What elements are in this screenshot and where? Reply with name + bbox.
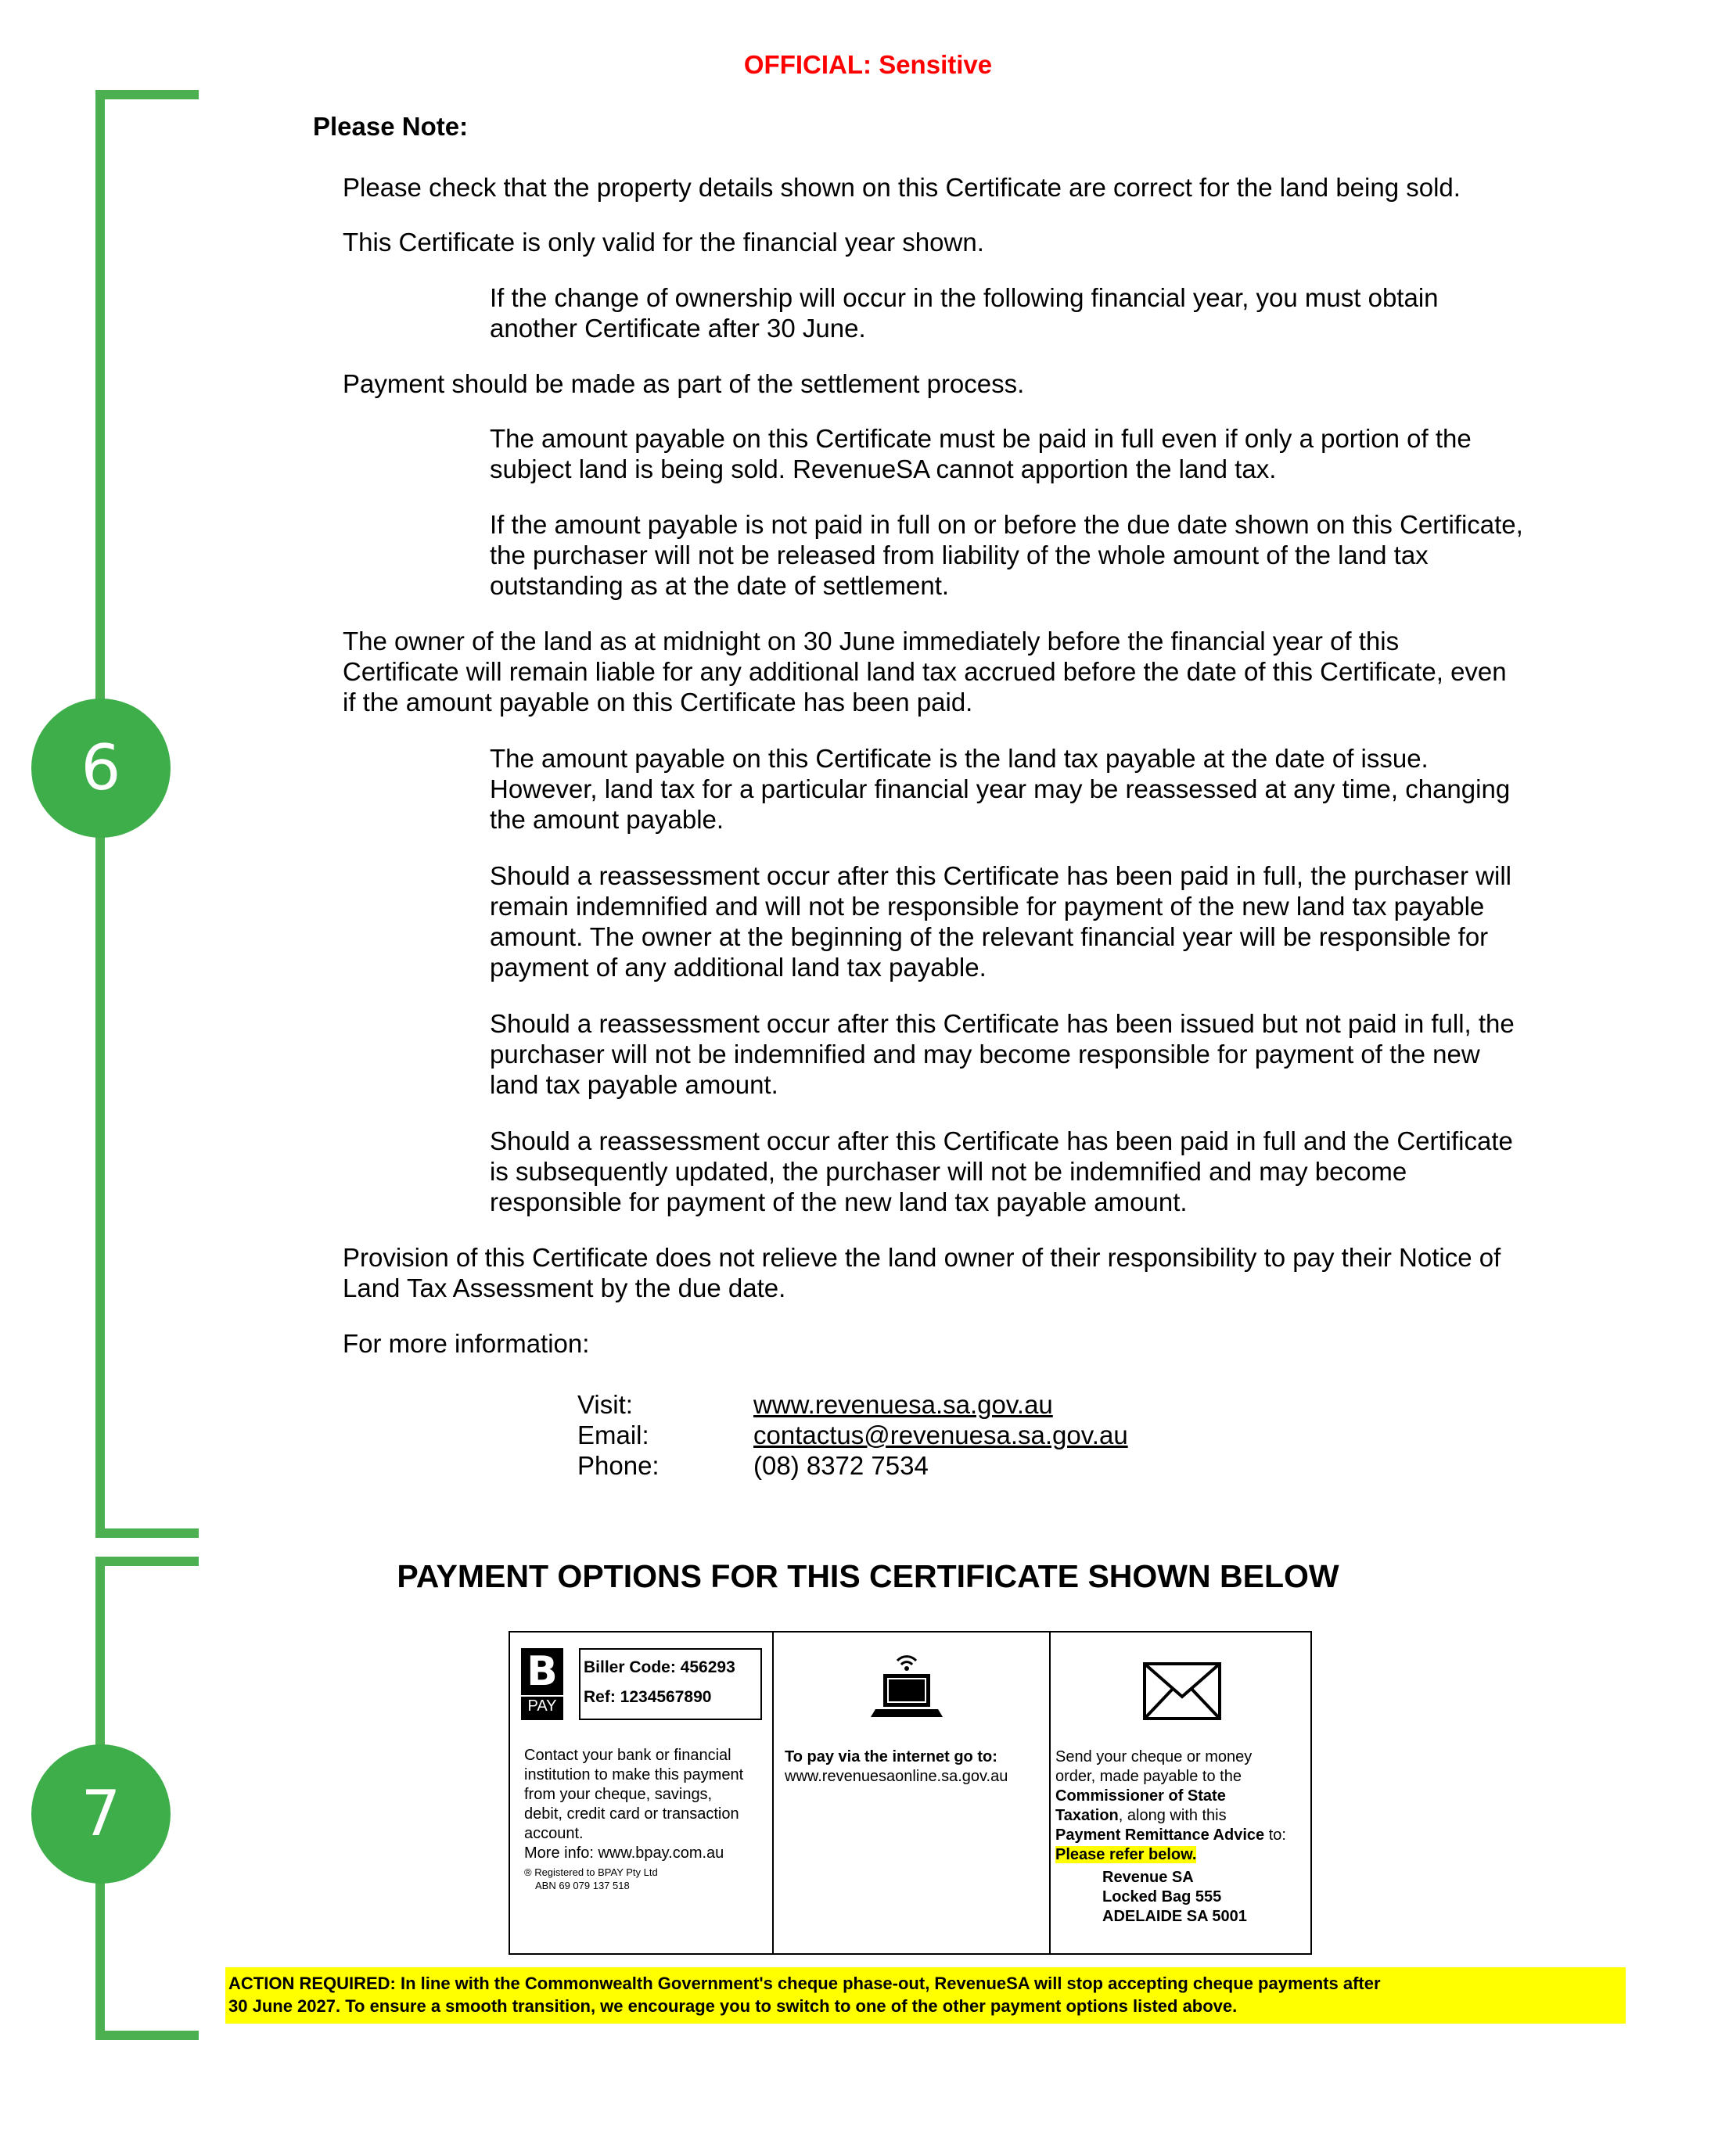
bpay-logo-letter: B <box>527 1648 558 1695</box>
more-info-label: For more information: <box>343 1329 590 1358</box>
text-line: Land Tax Assessment by the due date. <box>343 1273 786 1302</box>
section-7-bracket-bottom <box>95 2031 199 2040</box>
classification-label: OFFICIAL: Sensitive <box>743 50 993 79</box>
section-6-bracket-bottom <box>95 1528 199 1538</box>
text-line <box>1055 1845 1310 1865</box>
phone-number: (08) 8372 7534 <box>753 1451 929 1480</box>
biller-box <box>579 1648 762 1720</box>
address-line: Revenue SA <box>1102 1869 1194 1886</box>
note-paragraph: Please check that the property details shown on this Certificate are correct for the land being sold. <box>343 173 1461 202</box>
note-paragraph: This Certificate is only valid for the financial year shown. <box>343 228 984 257</box>
text-line: responsible for payment of the new land tax payable amount. <box>490 1187 1188 1216</box>
email-link[interactable]: contactus@revenuesa.sa.gov.au <box>753 1421 1128 1449</box>
text-line: from your cheque, savings, <box>524 1786 713 1803</box>
text-line: land tax payable amount. <box>490 1070 778 1099</box>
text-line: debit, credit card or transaction <box>524 1805 739 1823</box>
note-indented-paragraph <box>490 1008 1515 1100</box>
visit-label: Visit: <box>577 1390 633 1419</box>
text-line: If the change of ownership will occur in the following financial year, you must obtain <box>490 283 1439 312</box>
note-indented-paragraph <box>490 509 1523 601</box>
envelope-icon <box>1143 1662 1221 1720</box>
text-line: the amount payable. <box>490 805 724 834</box>
note-indented-paragraph <box>490 743 1510 835</box>
text-line: purchaser will not be indemnified and may become responsible for payment of the new <box>490 1040 1480 1069</box>
text-line: Commissioner of State <box>1055 1787 1226 1805</box>
address-line: Locked Bag 555 <box>1102 1888 1222 1906</box>
bpay-logo-icon <box>521 1648 563 1720</box>
text-normal: , along with this <box>1118 1807 1227 1824</box>
text-line: If the amount payable is not paid in full on or before the due date shown on this Certificate, <box>490 510 1523 539</box>
section-6-badge: 6 <box>31 699 171 838</box>
website-link[interactable]: www.revenuesa.sa.gov.au <box>753 1390 1053 1419</box>
bpay-logo-text: PAY <box>521 1695 563 1715</box>
text-line: Should a reassessment occur after this Certificate has been issued but not paid in full, the <box>490 1009 1515 1038</box>
text-line: Certificate will remain liable for any additional land tax accrued before the date of this Certificate, even <box>343 657 1507 686</box>
mail-column <box>1051 1633 1312 1953</box>
text-line: The amount payable on this Certificate must be paid in full even if only a portion of the <box>490 424 1472 453</box>
text-line: 30 June 2027. To ensure a smooth transition, we encourage you to switch to one of the other payment options listed above. <box>228 1996 1238 2016</box>
text-line: remain indemnified and will not be responsible for payment of the new land tax payable <box>490 892 1485 921</box>
text-line: amount. The owner at the beginning of the relevant financial year will be responsible for <box>490 922 1489 951</box>
note-indented-paragraph <box>490 282 1439 343</box>
text-line: order, made payable to the <box>1055 1768 1242 1785</box>
address-line: ADELAIDE SA 5001 <box>1102 1908 1247 1925</box>
note-indented-paragraph <box>490 860 1511 982</box>
refer-below-highlight: Please refer below. <box>1055 1846 1197 1863</box>
internet-column <box>774 1633 1051 1953</box>
internet-url[interactable]: www.revenuesaonline.sa.gov.au <box>785 1768 1008 1785</box>
text-bold: Payment Remittance Advice <box>1055 1826 1265 1844</box>
internet-title: To pay via the internet go to: <box>785 1748 997 1765</box>
note-paragraph <box>343 1242 1501 1303</box>
text-line: institution to make this payment <box>524 1766 744 1783</box>
bpay-reference: Ref: 1234567890 <box>584 1688 712 1706</box>
note-indented-paragraph <box>490 1126 1513 1217</box>
text-line: The owner of the land as at midnight on 30 June immediately before the financial year of this <box>343 627 1400 656</box>
phone-label: Phone: <box>577 1451 660 1480</box>
payment-options-heading: PAYMENT OPTIONS FOR THIS CERTIFICATE SHOWN BELOW <box>397 1558 1339 1594</box>
biller-code: Biller Code: 456293 <box>584 1658 735 1676</box>
section-6-bracket-top <box>95 90 199 99</box>
text-line: More info: www.bpay.com.au <box>524 1844 724 1862</box>
text-line: the purchaser will not be released from liability of the whole amount of the land tax <box>490 541 1429 569</box>
mail-instructions <box>1055 1747 1310 1927</box>
bpay-abn: ABN 69 079 137 518 <box>535 1880 630 1891</box>
text-line: account. <box>524 1825 584 1842</box>
text-bold: Taxation <box>1055 1807 1119 1824</box>
text-line <box>1055 1826 1310 1845</box>
text-line: ACTION REQUIRED: In line with the Commonwealth Government's cheque phase-out, RevenueSA will stop accepting cheque payments after <box>228 1974 1381 1993</box>
text-line: payment of any additional land tax payable. <box>490 953 987 982</box>
mailing-address <box>1055 1868 1310 1927</box>
please-note-title: Please Note: <box>313 112 469 141</box>
text-line: subject land is being sold. RevenueSA cannot apportion the land tax. <box>490 454 1277 483</box>
text-line: The amount payable on this Certificate is the land tax payable at the date of issue. <box>490 744 1429 773</box>
note-indented-paragraph <box>490 423 1472 484</box>
section-7-badge: 7 <box>31 1744 171 1884</box>
text-normal: to: <box>1264 1826 1286 1844</box>
payment-options-table <box>509 1631 1312 1955</box>
internet-instructions <box>785 1747 1043 1787</box>
action-required-banner <box>225 1967 1626 2024</box>
bpay-instructions <box>524 1746 767 1892</box>
text-line: Should a reassessment occur after this Certificate has been paid in full and the Certificate <box>490 1126 1513 1155</box>
text-line: Contact your bank or financial <box>524 1747 731 1764</box>
text-line: Should a reassessment occur after this Certificate has been paid in full, the purchaser will <box>490 861 1511 890</box>
bpay-column <box>510 1633 774 1953</box>
text-line <box>1055 1806 1310 1826</box>
text-line: outstanding as at the date of settlement. <box>490 571 950 600</box>
text-line: is subsequently updated, the purchaser will not be indemnified and may become <box>490 1157 1407 1186</box>
text-line: another Certificate after 30 June. <box>490 314 866 343</box>
text-line: Send your cheque or money <box>1055 1748 1253 1765</box>
laptop-wifi-icon <box>868 1647 946 1725</box>
text-line: However, land tax for a particular financial year may be reassessed at any time, changing <box>490 774 1511 803</box>
text-line: if the amount payable on this Certificate has been paid. <box>343 688 973 717</box>
text-line: Provision of this Certificate does not relieve the land owner of their responsibility to pay their Notice of <box>343 1243 1501 1272</box>
contact-block <box>577 1389 1281 1483</box>
email-label: Email: <box>577 1421 649 1449</box>
note-paragraph: Payment should be made as part of the settlement process. <box>343 369 1025 398</box>
bpay-registration: ® Registered to BPAY Pty Ltd <box>524 1866 658 1878</box>
note-paragraph <box>343 626 1507 717</box>
